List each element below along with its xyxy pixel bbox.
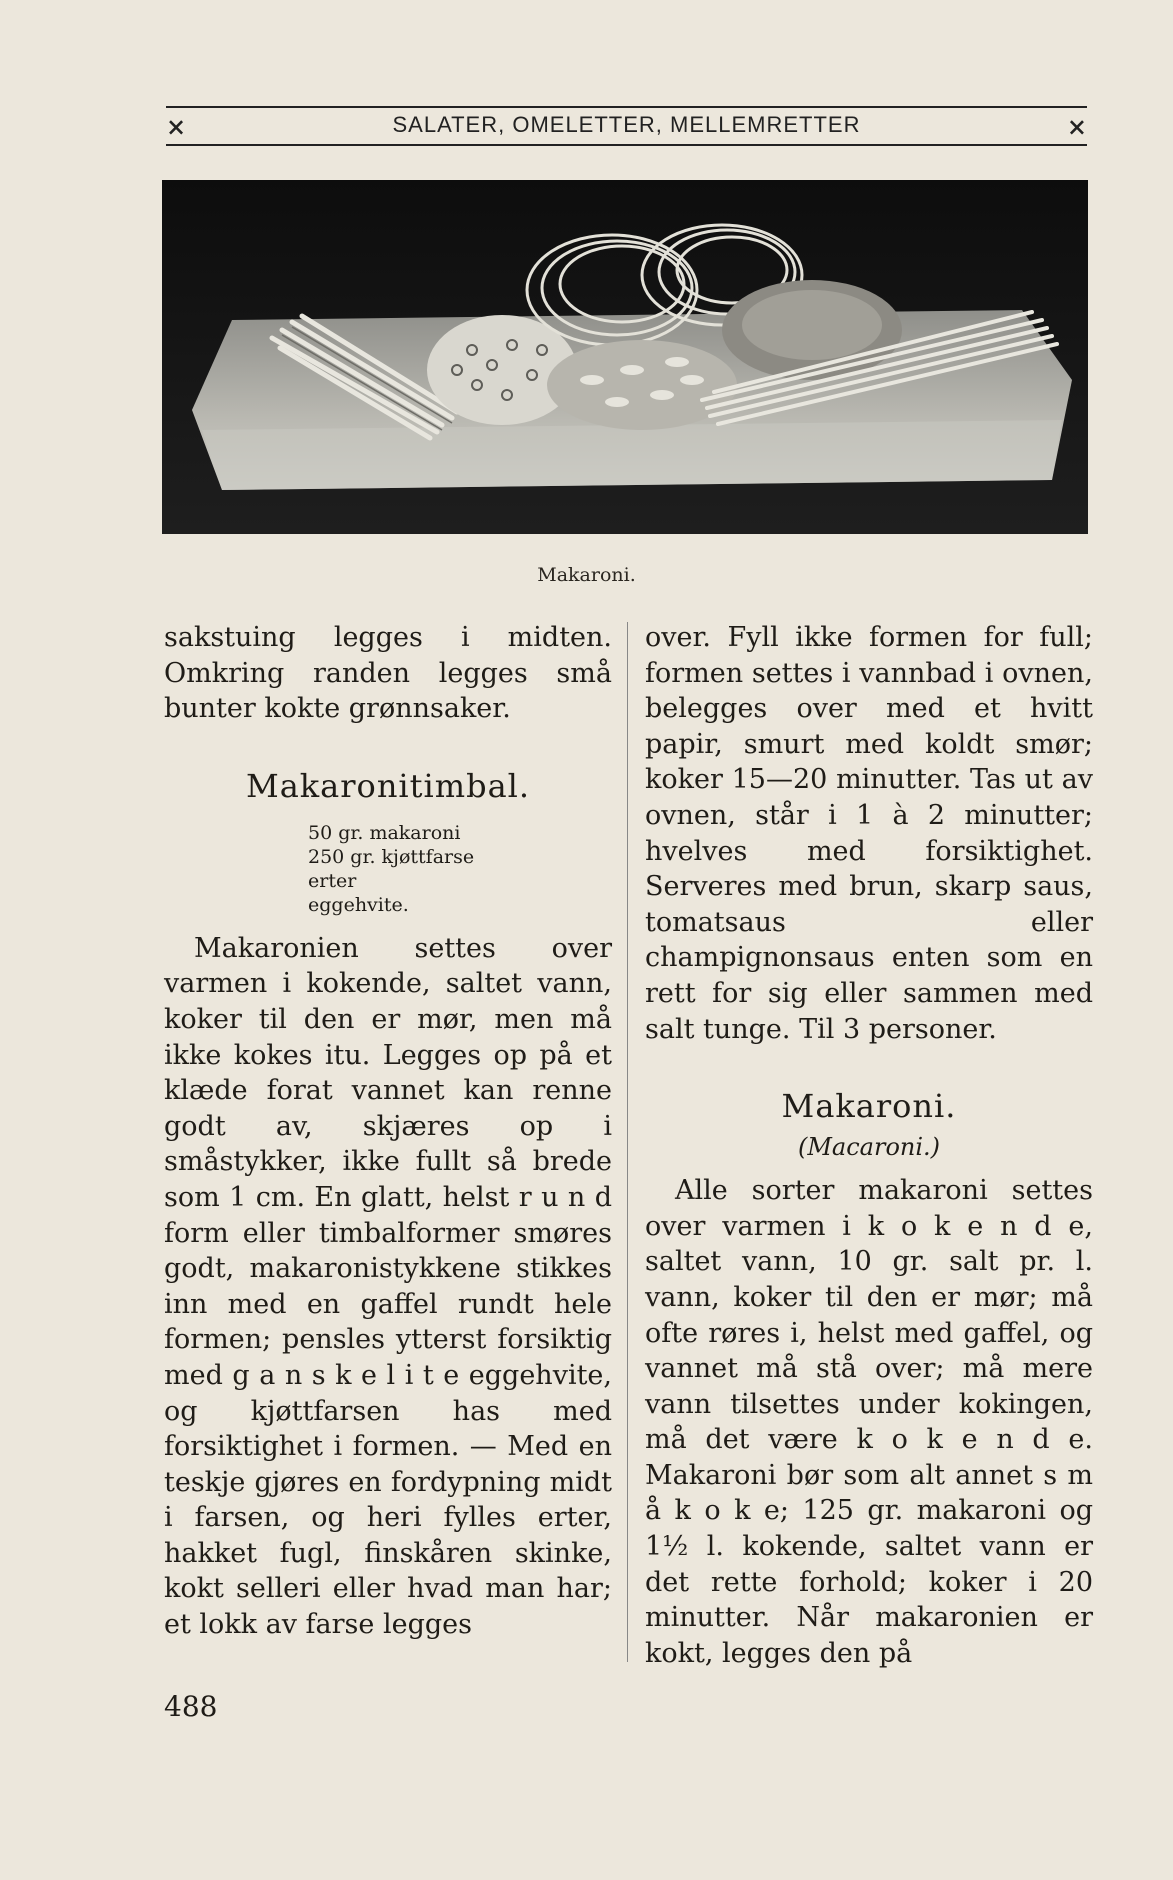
- header-ornament-right: ×: [1066, 112, 1087, 141]
- ingredient-item: eggehvite.: [308, 893, 409, 916]
- ingredient-item: 250 gr. kjøttfarse: [308, 845, 475, 868]
- running-header: SALATER, OMELETTER, MELLEMRETTER: [392, 112, 861, 137]
- header-rule-bottom: [166, 144, 1087, 146]
- recipe-subheading-macaroni: (Macaroni.): [797, 1133, 941, 1162]
- macaroni-photograph: [162, 180, 1088, 534]
- page-number: 488: [164, 1690, 218, 1723]
- ingredient-item: 50 gr. makaroni: [308, 821, 461, 844]
- figure-caption: Makaroni.: [537, 564, 636, 586]
- recipe-body-makaronitimbal: Makaronien settes over varmen i kokende, saltet vann, koker til den er mør, men må ikke kokes itu. Legges op på et klæde forat vannet kan renne godt av, skjæres op i småstykker, ikke fullt så brede som 1 cm. En glatt, helst r u n d form eller timbalformer smøres godt, makaronistykkene stikkes inn med en gaffel rundt hele formen; pensles ytterst forsiktig med g a n s k e l i t e eggehvite, og kjøttfarsen has med forsiktighet i formen. — Med en teskje gjøres en fordypning midt i farsen, og heri fylles erter, hakket fugl, finskåren skinke, kokt selleri eller hvad man har; et lokk av farse legges: [164, 932, 612, 1641]
- left-continuation-paragraph: sakstuing legges i midten. Omkring randen legges små bunter kokte grønnsaker.: [164, 622, 612, 725]
- right-column: [645, 620, 1093, 1671]
- ingredient-item: erter: [308, 869, 357, 892]
- left-column: [164, 620, 612, 1643]
- ingredient-list: [308, 821, 612, 917]
- recipe-heading-makaroni: Makaroni.: [781, 1087, 957, 1126]
- column-divider: [627, 622, 628, 1662]
- header-ornament-left: ×: [166, 112, 187, 141]
- recipe-body-makaroni: Alle sorter makaroni settes over varmen i k o k e n d e, saltet vann, 10 gr. salt pr. l. vann, koker til den er mør; må ofte røres i, helst med gaffel, og vannet må stå over; må mere vann tilsettes under kokingen, må det være k o k e n d e. Makaroni bør som alt annet s m å k o k e; 125 gr. makaroni og 1½ l. kokende, saltet vann er det rette forhold; koker i 20 minutter. Når makaronien er kokt, legges den på: [645, 1175, 1093, 1669]
- right-continuation-paragraph: over. Fyll ikke formen for full; formen settes i vannbad i ovnen, belegges over med et hvitt papir, smurt med koldt smør; koker 15—20 minutter. Tas ut av ovnen, står i 1 à 2 minutter; hvelves med forsiktighet. Serveres med brun, skarp saus, tomatsaus eller champignonsaus enten som en rett for sig eller sammen med salt tunge. Til 3 personer.: [645, 622, 1093, 1045]
- recipe-heading-makaronitimbal: Makaronitimbal.: [245, 766, 531, 805]
- header-rule-top: [166, 106, 1087, 108]
